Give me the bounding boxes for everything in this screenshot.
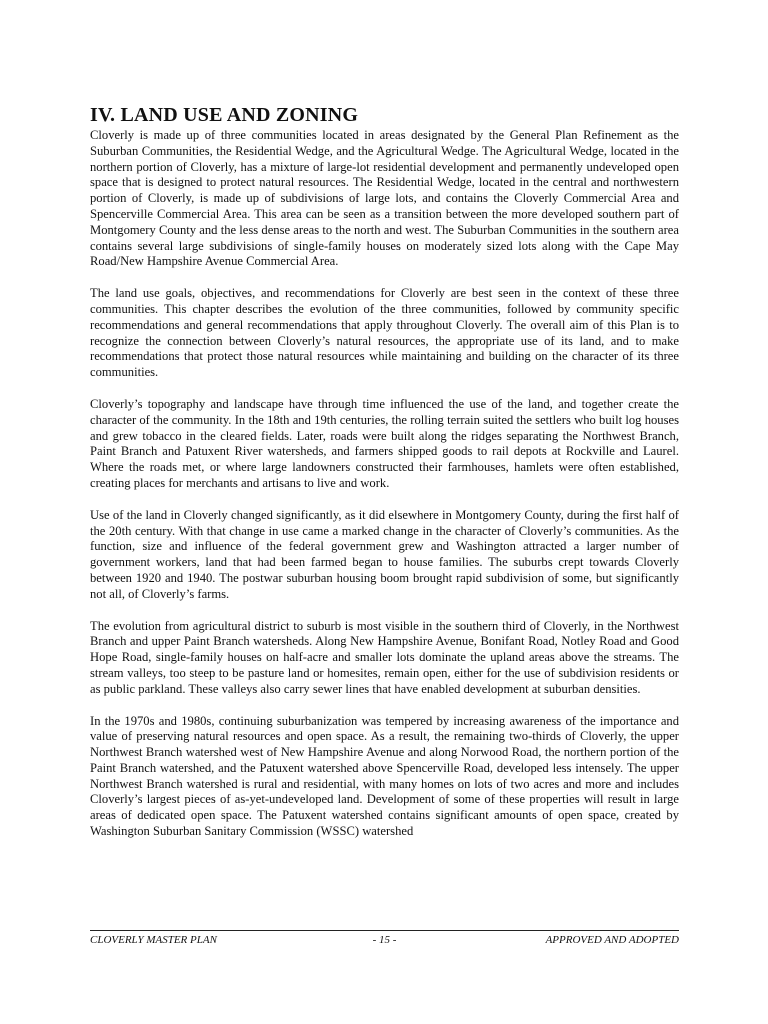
paragraph: Cloverly is made up of three communities located in areas designated by the General Plan Refinement as the Suburban Communities, the Residential Wedge, and the Agricultural Wedge. The Agricultural Wedge, located in the northern portion of Cloverly, has a mixture of large-lot residential development and permanently undeveloped open space that is designed to protect natural resources. The Residential Wedge, located in the central and northwestern portion of Cloverly, is made up of subdivisions of large lots, and contains the Cloverly Commercial Area and Spencerville Commercial Area. This area can be seen as a transition between the more developed southern part of Montgomery County and the less dense areas to the north and west. The Suburban Communities in the southern area contains several large subdivisions of single-family houses on moderately sized lots along with the Cape May Road/New Hampshire Avenue Commercial Area. [90, 128, 679, 269]
paragraph: The land use goals, objectives, and recommendations for Cloverly are best seen in the context of these three communities. This chapter describes the evolution of the three communities, followed by community specific recommendations and general recommendations that apply throughout Cloverly. The overall aim of this Plan is to recognize the connection between Cloverly’s natural resources, the appropriate use of its land, and to make recommendations that protect those natural resources while maintaining and building on the character of its three communities. [90, 286, 679, 380]
body-text [90, 128, 679, 856]
paragraph: Cloverly’s topography and landscape have through time influenced the use of the land, and together create the character of the community. In the 18th and 19th centuries, the rolling terrain suited the settlers who built log houses and grew tobacco in the cleared fields. Later, roads were built along the ridges separating the Northwest Branch, Paint Branch and Patuxent River watersheds, and farmers shipped goods to rail depots at Rockville and Laurel. Where the roads met, or where large landowners constructed their farmhouses, hamlets were often established, creating places for merchants and artisans to live and work. [90, 396, 679, 490]
footer-document-title: CLOVERLY MASTER PLAN [90, 934, 217, 946]
paragraph: The evolution from agricultural district to suburb is most visible in the southern third of Cloverly, in the Northwest Branch and upper Paint Branch watersheds. Along New Hampshire Avenue, Bonifant Road, Notley Road and Good Hope Road, single-family houses on half-acre and smaller lots dominate the upland areas above the streams. The stream valleys, too steep to be pasture land or homesites, remain open, either for the use of subdivision residents or as public parkland. These valleys also carry sewer lines that have enabled development at suburban densities. [90, 618, 679, 696]
footer-status: APPROVED AND ADOPTED [545, 934, 679, 946]
paragraph: In the 1970s and 1980s, continuing suburbanization was tempered by increasing awareness of the importance and value of preserving natural resources and open space. As a result, the remaining two-thirds of Cloverly, the upper Northwest Branch watershed west of New Hampshire Avenue and along Norwood Road, the northern portion of the Paint Branch watershed, and the Patuxent watershed above Spencerville Road, developed less intensely. The upper Northwest Branch watershed is rural and residential, with many homes on lots of two acres and more and includes Cloverly’s largest pieces of as-yet-undeveloped land. Development of some of these properties will result in large areas of dedicated open space. The Patuxent watershed contains significant amounts of open space, created by Washington Suburban Sanitary Commission (WSSC) watershed [90, 713, 679, 839]
paragraph: Use of the land in Cloverly changed significantly, as it did elsewhere in Montgomery County, during the first half of the 20th century. With that change in use came a marked change in the character of Cloverly’s communities. As the function, size and influence of the federal government grew and Washington attracted a larger number of government workers, land that had been farmed began to house families. The suburbs crept towards Cloverly between 1920 and 1940. The postwar suburban housing boom brought rapid subdivision of some, but significantly not all, of Cloverly’s farms. [90, 507, 679, 601]
section-heading: IV. LAND USE AND ZONING [90, 104, 359, 126]
page-footer [90, 934, 679, 950]
page-number: - 15 - [372, 934, 397, 946]
footer-divider [90, 930, 679, 931]
